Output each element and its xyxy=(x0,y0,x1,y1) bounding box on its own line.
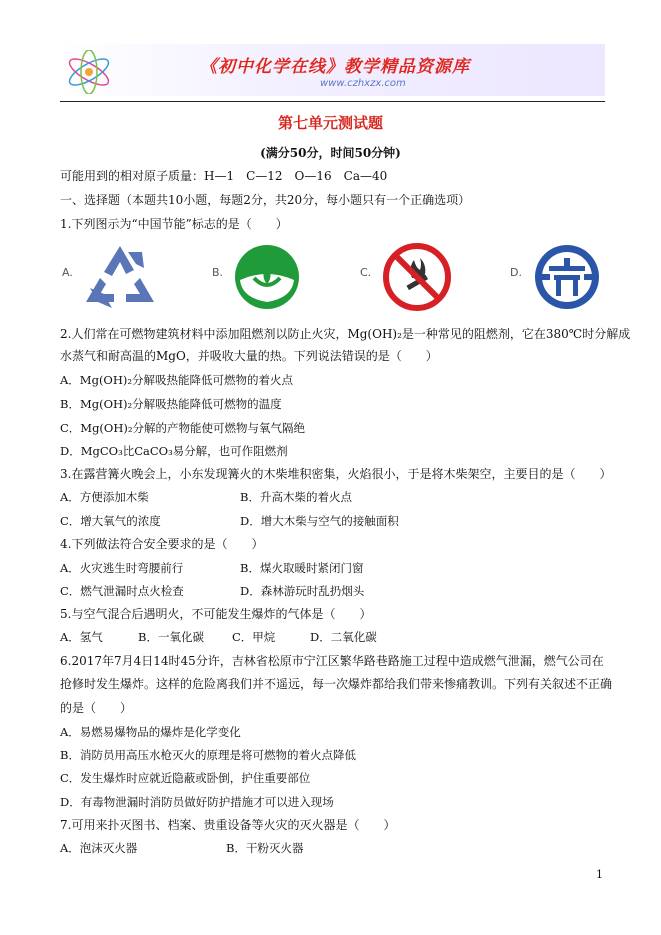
question-4-option-b: B．煤火取暖时紧闭门窗 xyxy=(240,561,364,575)
banner-url[interactable]: www.czhxzx.com xyxy=(320,78,406,89)
question-4-option-c: C．燃气泄漏时点火检查 xyxy=(60,584,184,598)
question-5-option-d: D．二氧化碳 xyxy=(310,630,377,644)
question-1-stem: 1.下列图示为“中国节能”标志的是（ ） xyxy=(60,217,288,231)
option-c-label: C. xyxy=(360,266,372,279)
question-6-stem-line3: 的是（ ） xyxy=(60,701,133,715)
question-5-stem: 5.与空气混合后遇明火，不可能发生爆炸的气体是（ ） xyxy=(60,607,372,621)
question-6-option-b: B．消防员用高压水枪灭火的原理是将可燃物的着火点降低 xyxy=(60,748,356,762)
question-5-option-a: A．氢气 xyxy=(60,630,103,644)
energy-saving-icon xyxy=(532,242,602,312)
question-3-option-d: D．增大木柴与空气的接触面积 xyxy=(240,514,399,528)
question-6-stem-line1: 6.2017年7月4日14时45分许，吉林省松原市宁江区繁华路巷路施工过程中造成燃气泄漏，燃气公司在 xyxy=(60,654,604,668)
question-5-option-b: B．一氧化碳 xyxy=(138,630,204,644)
question-2-option-a: A．Mg(OH)₂分解吸热能降低可燃物的着火点 xyxy=(60,373,293,387)
water-saving-icon xyxy=(234,244,300,310)
header-divider xyxy=(60,101,605,102)
question-2-stem-line1: 2.人们常在可燃物建筑材料中添加阻燃剂以防止火灾，Mg(OH)₂是一种常见的阻燃剂，它在380℃时分解成 xyxy=(60,327,631,341)
question-3-option-c: C．增大氧气的浓度 xyxy=(60,514,161,528)
question-6-stem-line2: 抢修时发生爆炸。这样的危险离我们并不遥远，每一次爆炸都给我们带来惨痛教训。下列有关叙述不正确 xyxy=(60,677,613,691)
question-2-option-d: D．MgCO₃比CaCO₃易分解，也可作阻燃剂 xyxy=(60,444,288,458)
question-4-option-a: A．火灾逃生时弯腰前行 xyxy=(60,561,184,575)
question-4-option-d: D．森林游玩时乱扔烟头 xyxy=(240,584,365,598)
question-2-stem-line2: 水蒸气和耐高温的MgO，并吸收大量的热。下列说法错误的是（ ） xyxy=(60,349,438,363)
option-d-label: D. xyxy=(510,266,522,279)
question-7-option-a: A．泡沫灭火器 xyxy=(60,841,138,855)
question-1-options xyxy=(60,244,605,314)
question-3-option-b: B．升高木柴的着火点 xyxy=(240,490,352,504)
question-5-option-c: C．甲烷 xyxy=(232,630,276,644)
header-banner xyxy=(60,36,605,102)
question-6-option-a: A．易燃易爆物品的爆炸是化学变化 xyxy=(60,725,241,739)
question-7-option-b: B．干粉灭火器 xyxy=(226,841,304,855)
question-6-option-d: D．有毒物泄漏时消防员做好防护措施才可以进入现场 xyxy=(60,795,334,809)
no-open-flame-icon xyxy=(382,242,452,312)
question-4-stem: 4.下列做法符合安全要求的是（ ） xyxy=(60,537,264,551)
atomic-masses: 可能用到的相对原子质量：H—1 C—12 O—16 Ca—40 xyxy=(60,169,388,183)
question-3-option-a: A．方便添加木柴 xyxy=(60,490,149,504)
question-6-option-c: C．发生爆炸时应就近隐蔽或卧倒，护住重要部位 xyxy=(60,771,311,785)
page-number: 1 xyxy=(596,868,603,881)
document-subtitle: (满分50分，时间50分钟) xyxy=(260,146,401,160)
section-heading: 一、选择题（本题共10小题，每题2分，共20分，每小题只有一个正确选项） xyxy=(60,193,471,207)
option-a-label: A. xyxy=(62,266,73,279)
question-2-option-b: B．Mg(OH)₂分解吸热能降低可燃物的温度 xyxy=(60,397,282,411)
question-2-option-c: C．Mg(OH)₂分解的产物能使可燃物与氧气隔绝 xyxy=(60,421,305,435)
question-3-stem: 3.在露营篝火晚会上，小东发现篝火的木柴堆积密集，火焰很小，于是将木柴架空，主要目的是（ ） xyxy=(60,467,612,481)
question-7-stem: 7.可用来扑灭图书、档案、贵重设备等火灾的灭火器是（ ） xyxy=(60,818,396,832)
recycle-icon xyxy=(82,242,158,312)
banner-title: 《初中化学在线》教学精品资源库 xyxy=(200,57,470,77)
atom-logo-icon xyxy=(62,50,116,94)
document-title: 第七单元测试题 xyxy=(277,114,383,132)
option-b-label: B. xyxy=(212,266,224,279)
